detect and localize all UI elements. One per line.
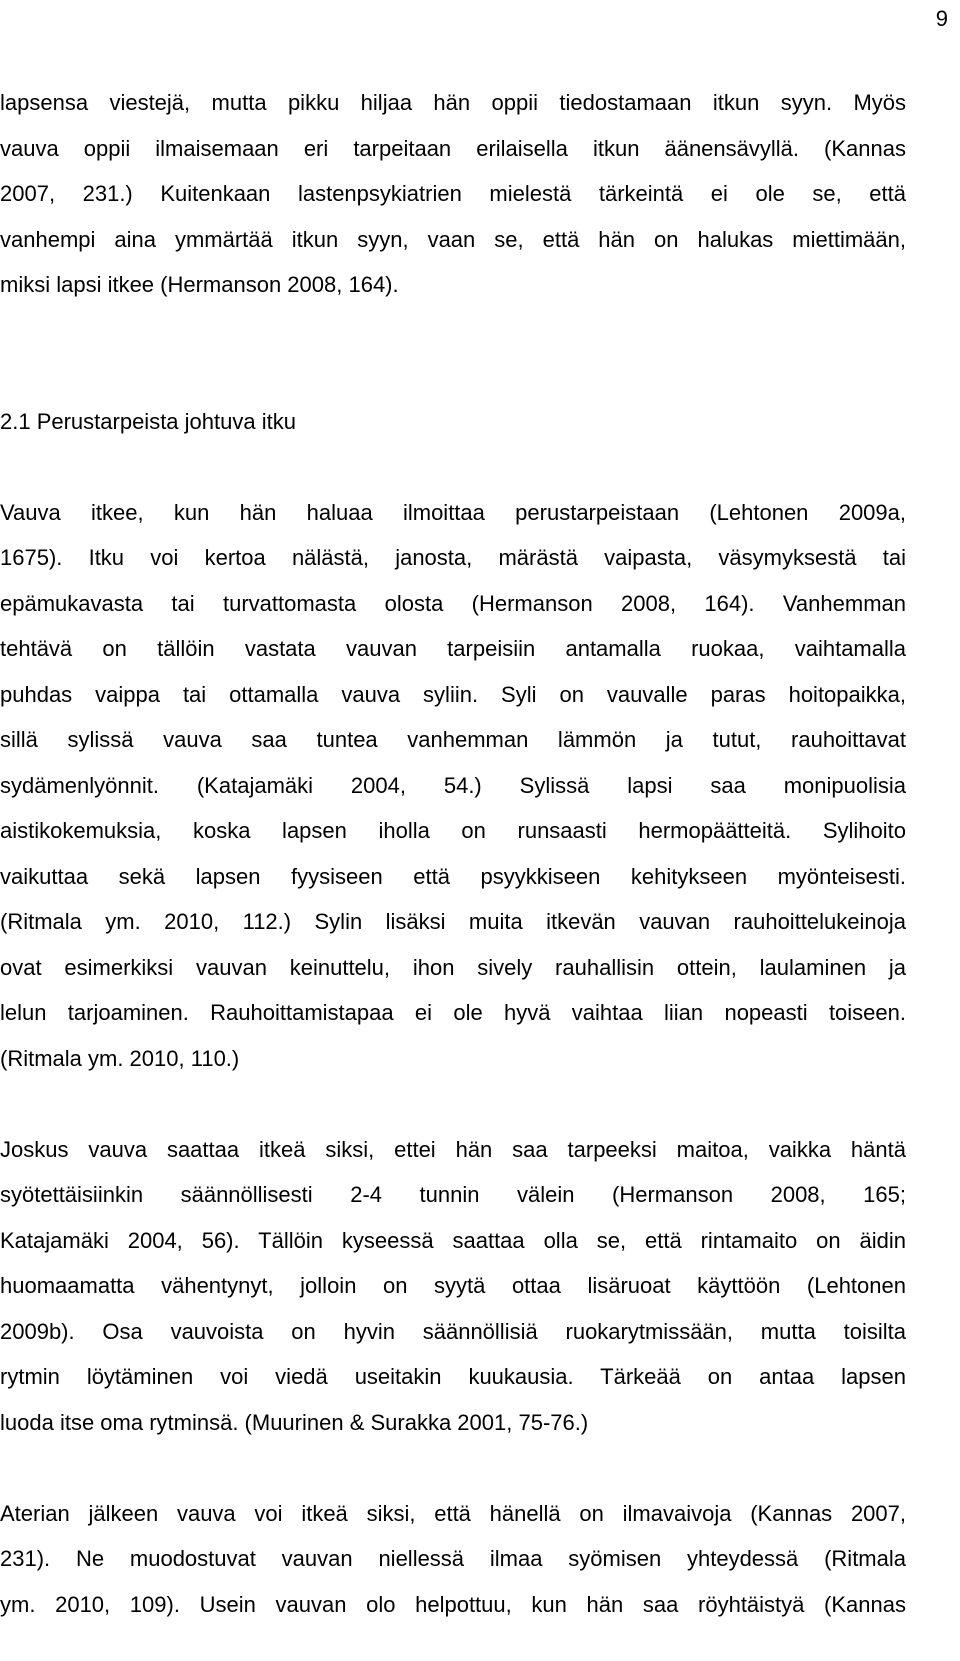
text-line: luoda itse oma rytminsä. (Muurinen & Surakka 2001, 75-76.) [0, 1409, 589, 1435]
text-line: vauva oppii ilmaisemaan eri tarpeitaan erilaisella itkun äänensävyllä. (Kannas [0, 135, 906, 161]
text-line: Katajamäki 2004, 56). Tällöin kyseessä saattaa olla se, että rintamaito on äidin [0, 1227, 906, 1253]
paragraph-3 [0, 1127, 906, 1446]
text-line: tehtävä on tällöin vastata vauvan tarpeisiin antamalla ruokaa, vaihtamalla [0, 636, 906, 661]
text-line: puhdas vaippa tai ottamalla vauva syliin. Syli on vauvalle paras hoitopaikka, [0, 681, 906, 707]
spacer [0, 444, 906, 490]
section-heading: 2.1 Perustarpeista johtuva itku [0, 408, 296, 434]
text-line: aistikokemuksia, koska lapsen iholla on runsaasti hermopäätteitä. Sylihoito [0, 818, 906, 843]
text-line: epämukavasta tai turvattomasta olosta (Hermanson 2008, 164). Vanhemman [0, 590, 906, 616]
paragraph-4 [0, 1491, 906, 1628]
spacer [0, 1445, 906, 1491]
spacer [0, 308, 906, 354]
text-line: 2009b). Osa vauvoista on hyvin säännöllisiä ruokarytmissään, mutta toisilta [0, 1318, 906, 1344]
page-number: 9 [935, 6, 948, 31]
paragraph-1 [0, 80, 906, 308]
text-line: vaikuttaa sekä lapsen fyysiseen että psyykkiseen kehitykseen myönteisesti. [0, 863, 906, 889]
text-line: ovat esimerkiksi vauvan keinuttelu, ihon sively rauhallisin ottein, laulaminen ja [0, 954, 906, 980]
text-line: lapsensa viestejä, mutta pikku hiljaa hän oppii tiedostamaan itkun syyn. Myös [0, 90, 906, 115]
text-line: 2007, 231.) Kuitenkaan lastenpsykiatrien mielestä tärkeintä ei ole se, että [0, 181, 906, 206]
spacer [0, 1081, 906, 1127]
text-line: (Ritmala ym. 2010, 110.) [0, 1045, 240, 1071]
text-line: huomaamatta vähentynyt, jolloin on syytä ottaa lisäruoat käyttöön (Lehtonen [0, 1273, 906, 1298]
spacer [0, 353, 906, 399]
text-line: 231). Ne muodostuvat vauvan niellessä ilmaa syömisen yhteydessä (Ritmala [0, 1546, 906, 1571]
text-line: vanhempi aina ymmärtää itkun syyn, vaan se, että hän on halukas miettimään, [0, 226, 906, 252]
text-line: Joskus vauva saattaa itkeä siksi, ettei hän saa tarpeeksi maitoa, vaikka häntä [0, 1136, 906, 1162]
paragraph-2 [0, 490, 906, 1082]
page-body [0, 80, 906, 1627]
text-line: 1675). Itku voi kertoa nälästä, janosta, märästä vaipasta, väsymyksestä tai [0, 545, 906, 570]
text-line: Vauva itkee, kun hän haluaa ilmoittaa perustarpeistaan (Lehtonen 2009a, [0, 499, 906, 525]
text-line: Aterian jälkeen vauva voi itkeä siksi, että hänellä on ilmavaivoja (Kannas 2007, [0, 1500, 906, 1526]
text-line: rytmin löytäminen voi viedä useitakin kuukausia. Tärkeää on antaa lapsen [0, 1364, 906, 1389]
text-line: sillä sylissä vauva saa tuntea vanhemman lämmön ja tutut, rauhoittavat [0, 727, 906, 752]
text-line: miksi lapsi itkee (Hermanson 2008, 164). [0, 272, 399, 297]
text-line: sydämenlyönnit. (Katajamäki 2004, 54.) Sylissä lapsi saa monipuolisia [0, 772, 906, 798]
text-line: syötettäisiinkin säännöllisesti 2-4 tunnin välein (Hermanson 2008, 165; [0, 1182, 906, 1207]
text-line: ym. 2010, 109). Usein vauvan olo helpottuu, kun hän saa röyhtäistyä (Kannas [0, 1591, 906, 1617]
text-line: (Ritmala ym. 2010, 112.) Sylin lisäksi muita itkevän vauvan rauhoittelukeinoja [0, 909, 906, 934]
text-line: lelun tarjoaminen. Rauhoittamistapaa ei ole hyvä vaihtaa liian nopeasti toiseen. [0, 1000, 906, 1025]
